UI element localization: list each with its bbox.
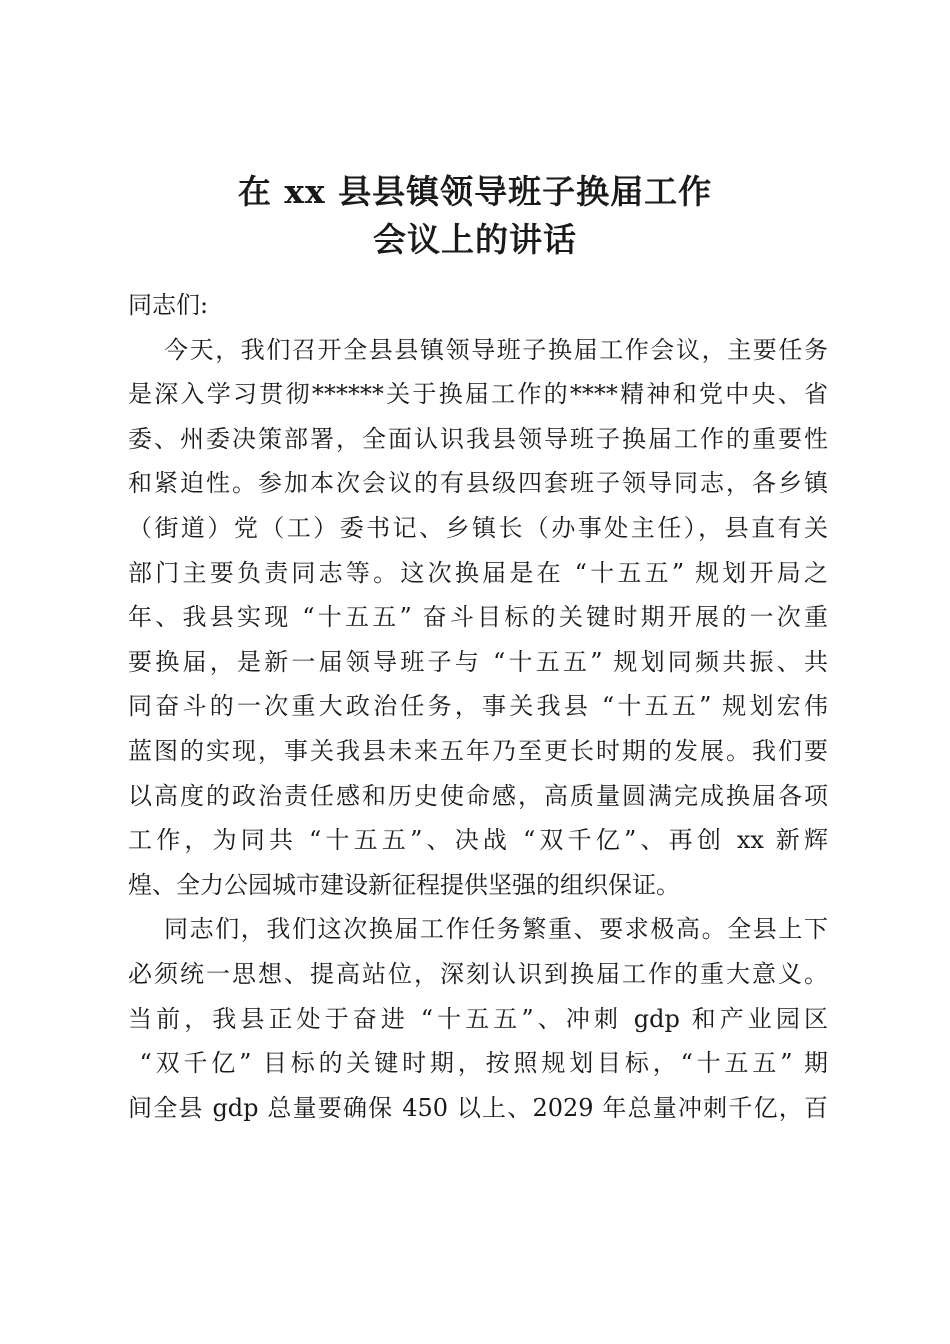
paragraph-line: 工作，为同共 “十五五”、决战 “双千亿”、再创 xx 新辉	[128, 826, 828, 855]
paragraph-1	[128, 328, 828, 908]
paragraph-line: 煌、全力公园城市建设新征程提供坚强的组织保证。	[128, 870, 680, 899]
paragraph-line: （街道）党（工）委书记、乡镇长（办事处主任），县直有关	[128, 513, 828, 542]
salutation: 同志们:	[128, 291, 209, 319]
paragraph-line: 蓝图的实现，事关我县未来五年乃至更长时期的发展。我们要	[128, 736, 828, 765]
paragraph-line: 必须统一思想、提高站位，深刻认识到换届工作的重大意义。	[128, 959, 828, 988]
paragraph-line: “双千亿” 目标的关键时期，按照规划目标，“十五五” 期	[128, 1049, 828, 1078]
paragraph-line: 今天，我们召开全县县镇领导班子换届工作会议，主要任务	[164, 335, 828, 364]
paragraph-line: 和紧迫性。参加本次会议的有县级四套班子领导同志，各乡镇	[128, 469, 828, 498]
paragraph-line: 年、我县实现 “十五五” 奋斗目标的关键时期开展的一次重	[128, 603, 828, 632]
paragraph-2	[128, 907, 828, 1130]
paragraph-line: 是深入学习贯彻******关于换届工作的****精神和党中央、省	[128, 380, 828, 409]
paragraph-line: 当前，我县正处于奋进 “十五五”、冲刺 gdp 和产业园区	[128, 1004, 828, 1033]
document-title	[0, 168, 950, 264]
speech-body	[128, 283, 828, 1130]
paragraph-line: 间全县 gdp 总量要确保 450 以上、2029 年总量冲刺千亿，百	[128, 1093, 828, 1122]
paragraph-line: 要换届，是新一届领导班子与 “十五五” 规划同频共振、共	[128, 647, 828, 676]
paragraph-line: 部门主要负责同志等。这次换届是在 “十五五” 规划开局之	[128, 558, 828, 587]
title-line-2: 会议上的讲话	[373, 220, 577, 259]
title-line-1: 在 xx 县县镇领导班子换届工作	[237, 172, 713, 211]
paragraph-line: 以高度的政治责任感和历史使命感，高质量圆满完成换届各项	[128, 781, 828, 810]
paragraph-line: 同奋斗的一次重大政治任务，事关我县 “十五五” 规划宏伟	[128, 692, 828, 721]
paragraph-line: 委、州委决策部署，全面认识我县领导班子换届工作的重要性	[128, 424, 828, 453]
paragraph-line: 同志们，我们这次换届工作任务繁重、要求极高。全县上下	[164, 915, 828, 944]
